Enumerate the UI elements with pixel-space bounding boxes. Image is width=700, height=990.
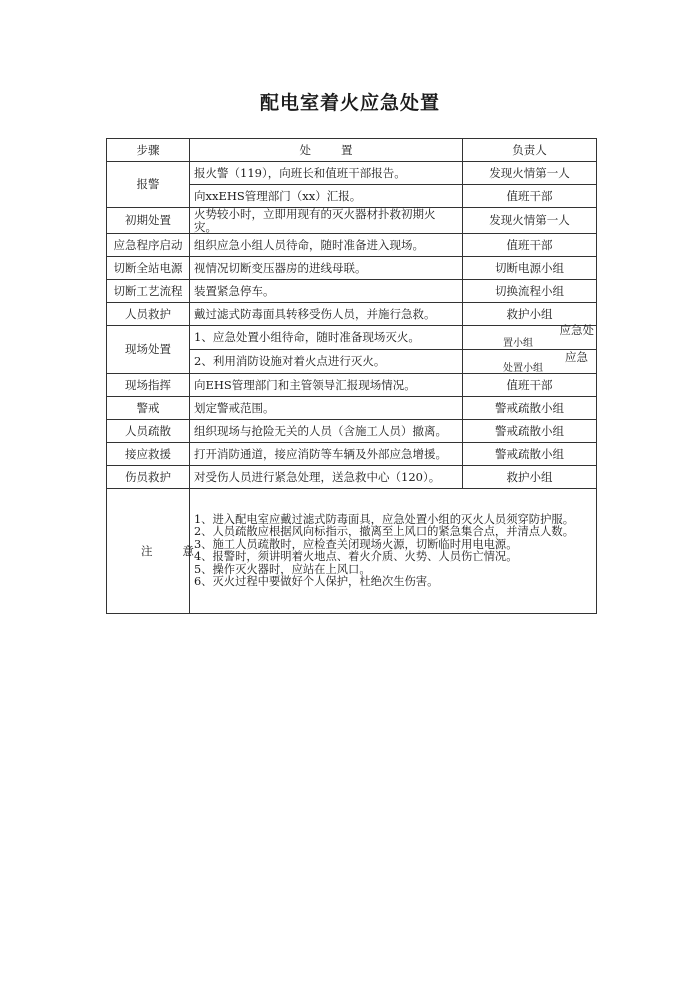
table-row <box>107 303 597 326</box>
table-row <box>107 374 597 397</box>
action-cell: 组织应急小组人员待命，随时准备进入现场。 <box>190 234 463 257</box>
action-cell: 报火警（119），向班长和值班干部报告。 <box>190 162 463 185</box>
owner-cell: 救护小组 <box>463 303 597 326</box>
owner-cell: 救护小组 <box>463 466 597 489</box>
owner-cell: 发现火情第一人 <box>463 162 597 185</box>
action-cell: 火势较小时，立即用现有的灭火器材扑救初期火灾。 <box>190 208 463 234</box>
note-item: 3、施工人员疏散时，应检查关闭现场火源，切断临时用电电源。 <box>194 537 518 551</box>
owner-text-part: 应急 <box>565 350 588 365</box>
action-cell: 2、利用消防设施对着火点进行灭火。 <box>190 350 463 374</box>
emergency-procedure-table <box>106 138 597 614</box>
table-row <box>107 326 597 350</box>
owner-cell: 发现火情第一人 <box>463 208 597 234</box>
owner-text-part: 置小组 <box>503 338 533 350</box>
step-cell: 接应救援 <box>107 443 190 466</box>
table-row <box>107 443 597 466</box>
table-row <box>107 466 597 489</box>
action-cell: 向EHS管理部门和主管领导汇报现场情况。 <box>190 374 463 397</box>
table-row <box>107 208 597 234</box>
table-header-row <box>107 139 597 162</box>
step-cell: 人员救护 <box>107 303 190 326</box>
table-row <box>107 397 597 420</box>
owner-cell: 值班干部 <box>463 374 597 397</box>
notes-list <box>190 489 597 614</box>
note-item: 4、报警时，须讲明着火地点、着火介质、火势、人员伤亡情况。 <box>194 550 518 564</box>
table-row <box>107 420 597 443</box>
owner-cell: 切断电源小组 <box>463 257 597 280</box>
owner-cell: 值班干部 <box>463 185 597 208</box>
document-title: 配电室着火应急处置 <box>259 92 440 114</box>
owner-text-part: 处置小组 <box>503 363 543 375</box>
action-cell: 打开消防通道，接应消防等车辆及外部应急增援。 <box>190 443 463 466</box>
step-cell: 现场指挥 <box>107 374 190 397</box>
step-cell: 切断工艺流程 <box>107 280 190 303</box>
step-cell: 报警 <box>107 162 190 208</box>
action-cell: 戴过滤式防毒面具转移受伤人员，并施行急救。 <box>190 303 463 326</box>
note-item: 5、操作灭火器时，应站在上风口。 <box>194 562 371 576</box>
owner-cell: 警戒疏散小组 <box>463 397 597 420</box>
step-cell: 现场处置 <box>107 326 190 374</box>
step-cell: 切断全站电源 <box>107 257 190 280</box>
owner-text-part: 应急处 <box>559 323 594 338</box>
note-item: 2、人员疏散应根据风向标指示，撤离至上风口的紧急集合点，并清点人数。 <box>194 525 574 539</box>
header-owner: 负责人 <box>463 139 597 162</box>
table-row <box>107 162 597 185</box>
action-cell: 装置紧急停车。 <box>190 280 463 303</box>
owner-cell: 切换流程小组 <box>463 280 597 303</box>
owner-cell: 值班干部 <box>463 234 597 257</box>
action-cell: 对受伤人员进行紧急处理，送急救中心（120）。 <box>190 466 463 489</box>
header-action: 处置 <box>190 139 463 162</box>
action-cell: 向xxEHS管理部门（xx）汇报。 <box>190 185 463 208</box>
owner-cell: 警戒疏散小组 <box>463 420 597 443</box>
notes-row <box>107 489 597 614</box>
step-cell: 伤员救护 <box>107 466 190 489</box>
table-row <box>107 234 597 257</box>
note-item: 6、灭火过程中要做好个人保护，杜绝次生伤害。 <box>194 575 439 589</box>
step-cell: 人员疏散 <box>107 420 190 443</box>
owner-cell <box>463 350 597 374</box>
table-row <box>107 280 597 303</box>
action-cell: 组织现场与抢险无关的人员（含施工人员）撤离。 <box>190 420 463 443</box>
note-item: 1、进入配电室应戴过滤式防毒面具，应急处置小组的灭火人员须穿防护服。 <box>194 513 574 527</box>
step-cell: 警戒 <box>107 397 190 420</box>
header-step: 步骤 <box>107 139 190 162</box>
owner-cell <box>463 323 597 350</box>
action-cell: 视情况切断变压器房的进线母联。 <box>190 257 463 280</box>
owner-cell: 警戒疏散小组 <box>463 443 597 466</box>
action-cell: 1、应急处置小组待命，随时准备现场灭火。 <box>190 326 463 350</box>
action-cell: 划定警戒范围。 <box>190 397 463 420</box>
step-cell: 初期处置 <box>107 208 190 234</box>
notes-label: 注意 <box>107 489 190 614</box>
table-row <box>107 257 597 280</box>
step-cell: 应急程序启动 <box>107 234 190 257</box>
